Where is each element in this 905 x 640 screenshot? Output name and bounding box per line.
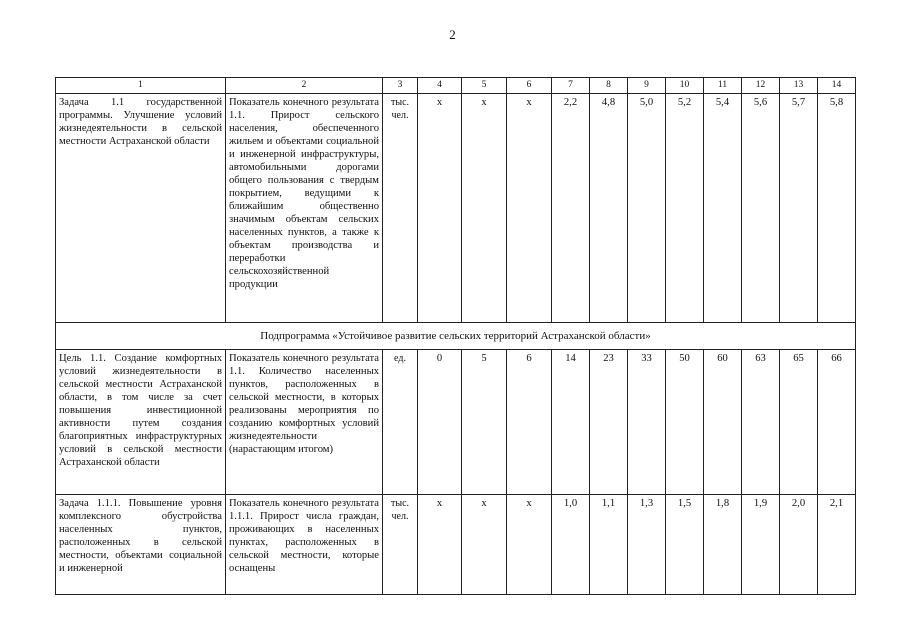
unit-cell: тыс. чел. xyxy=(383,94,418,323)
value-cell: 50 xyxy=(666,350,704,495)
page-number: 2 xyxy=(449,27,456,42)
value-cell: 2,1 xyxy=(818,495,856,595)
value-cell: 5,6 xyxy=(742,94,780,323)
table-row xyxy=(56,495,856,595)
value-cell: x xyxy=(418,495,462,595)
value-cell: 1,0 xyxy=(552,495,590,595)
value-cell: 4,8 xyxy=(590,94,628,323)
value-cell: 5,4 xyxy=(704,94,742,323)
table-row xyxy=(56,94,856,323)
value-cell: x xyxy=(462,94,507,323)
value-cell: 1,5 xyxy=(666,495,704,595)
header-cell: 8 xyxy=(590,78,628,94)
value-cell: 5 xyxy=(462,350,507,495)
header-cell: 9 xyxy=(628,78,666,94)
value-cell: x xyxy=(462,495,507,595)
header-cell: 2 xyxy=(226,78,383,94)
value-cell: 0 xyxy=(418,350,462,495)
header-cell: 4 xyxy=(418,78,462,94)
goal-cell: Цель 1.1. Создание комфортных условий жизнедеятельности в сельской местности Астраханской области, в том числе за счет повышения инвестиционной активности путем создания благоприятных инфраструктурных условий в сельской местности Астраханской области xyxy=(56,350,226,495)
indicator-cell: Показатель конечного результата 1.1. Прирост сельского населения, обеспеченного жильем и объектами социальной и инженерной инфраструктуры, автомобильными дорогами общего пользования с твердым покрытием, ведущими к ближайшим общественно значимым объектам сельских населенных пунктов, а также к объектам производства и переработки сельскохозяйственной продукции xyxy=(226,94,383,323)
value-cell: 5,0 xyxy=(628,94,666,323)
value-cell: 63 xyxy=(742,350,780,495)
indicator-cell: Показатель конечного результата 1.1. Количество населенных пунктов, расположенных в сельской местности, в которых реализованы мероприятия по созданию комфортных условий жизнедеятельности (нарастающим итогом) xyxy=(226,350,383,495)
header-cell: 3 xyxy=(383,78,418,94)
value-cell: 14 xyxy=(552,350,590,495)
subprogram-title: Подпрограмма «Устойчивое развитие сельских территорий Астраханской области» xyxy=(56,323,856,350)
value-cell: 5,8 xyxy=(818,94,856,323)
indicators-table xyxy=(55,77,856,595)
header-cell: 10 xyxy=(666,78,704,94)
header-cell: 12 xyxy=(742,78,780,94)
header-cell: 6 xyxy=(507,78,552,94)
value-cell: 1,8 xyxy=(704,495,742,595)
header-cell: 14 xyxy=(818,78,856,94)
value-cell: 1,1 xyxy=(590,495,628,595)
task-cell: Задача 1.1 государственной программы. Улучшение условий жизнедеятельности в сельской местности Астраханской области xyxy=(56,94,226,323)
task-cell: Задача 1.1.1. Повышение уровня комплексного обустройства населенных пунктов, расположенных в сельской местности, объектами социальной и инженерной xyxy=(56,495,226,595)
header-cell: 5 xyxy=(462,78,507,94)
value-cell: 5,2 xyxy=(666,94,704,323)
value-cell: 6 xyxy=(507,350,552,495)
value-cell: 5,7 xyxy=(780,94,818,323)
header-cell: 7 xyxy=(552,78,590,94)
value-cell: 1,3 xyxy=(628,495,666,595)
value-cell: x xyxy=(418,94,462,323)
header-cell: 1 xyxy=(56,78,226,94)
value-cell: 2,2 xyxy=(552,94,590,323)
value-cell: 60 xyxy=(704,350,742,495)
indicator-cell: Показатель конечного результата 1.1.1. Прирост числа граждан, проживающих в населенных пунктах, расположенных в сельской местности, которые оснащены xyxy=(226,495,383,595)
table-row xyxy=(56,350,856,495)
value-cell: 2,0 xyxy=(780,495,818,595)
value-cell: 1,9 xyxy=(742,495,780,595)
value-cell: 23 xyxy=(590,350,628,495)
value-cell: x xyxy=(507,94,552,323)
column-number-row xyxy=(56,78,856,94)
subprogram-row xyxy=(56,323,856,350)
value-cell: 66 xyxy=(818,350,856,495)
header-cell: 11 xyxy=(704,78,742,94)
header-cell: 13 xyxy=(780,78,818,94)
value-cell: 33 xyxy=(628,350,666,495)
value-cell: 65 xyxy=(780,350,818,495)
value-cell: x xyxy=(507,495,552,595)
unit-cell: тыс. чел. xyxy=(383,495,418,595)
unit-cell: ед. xyxy=(383,350,418,495)
